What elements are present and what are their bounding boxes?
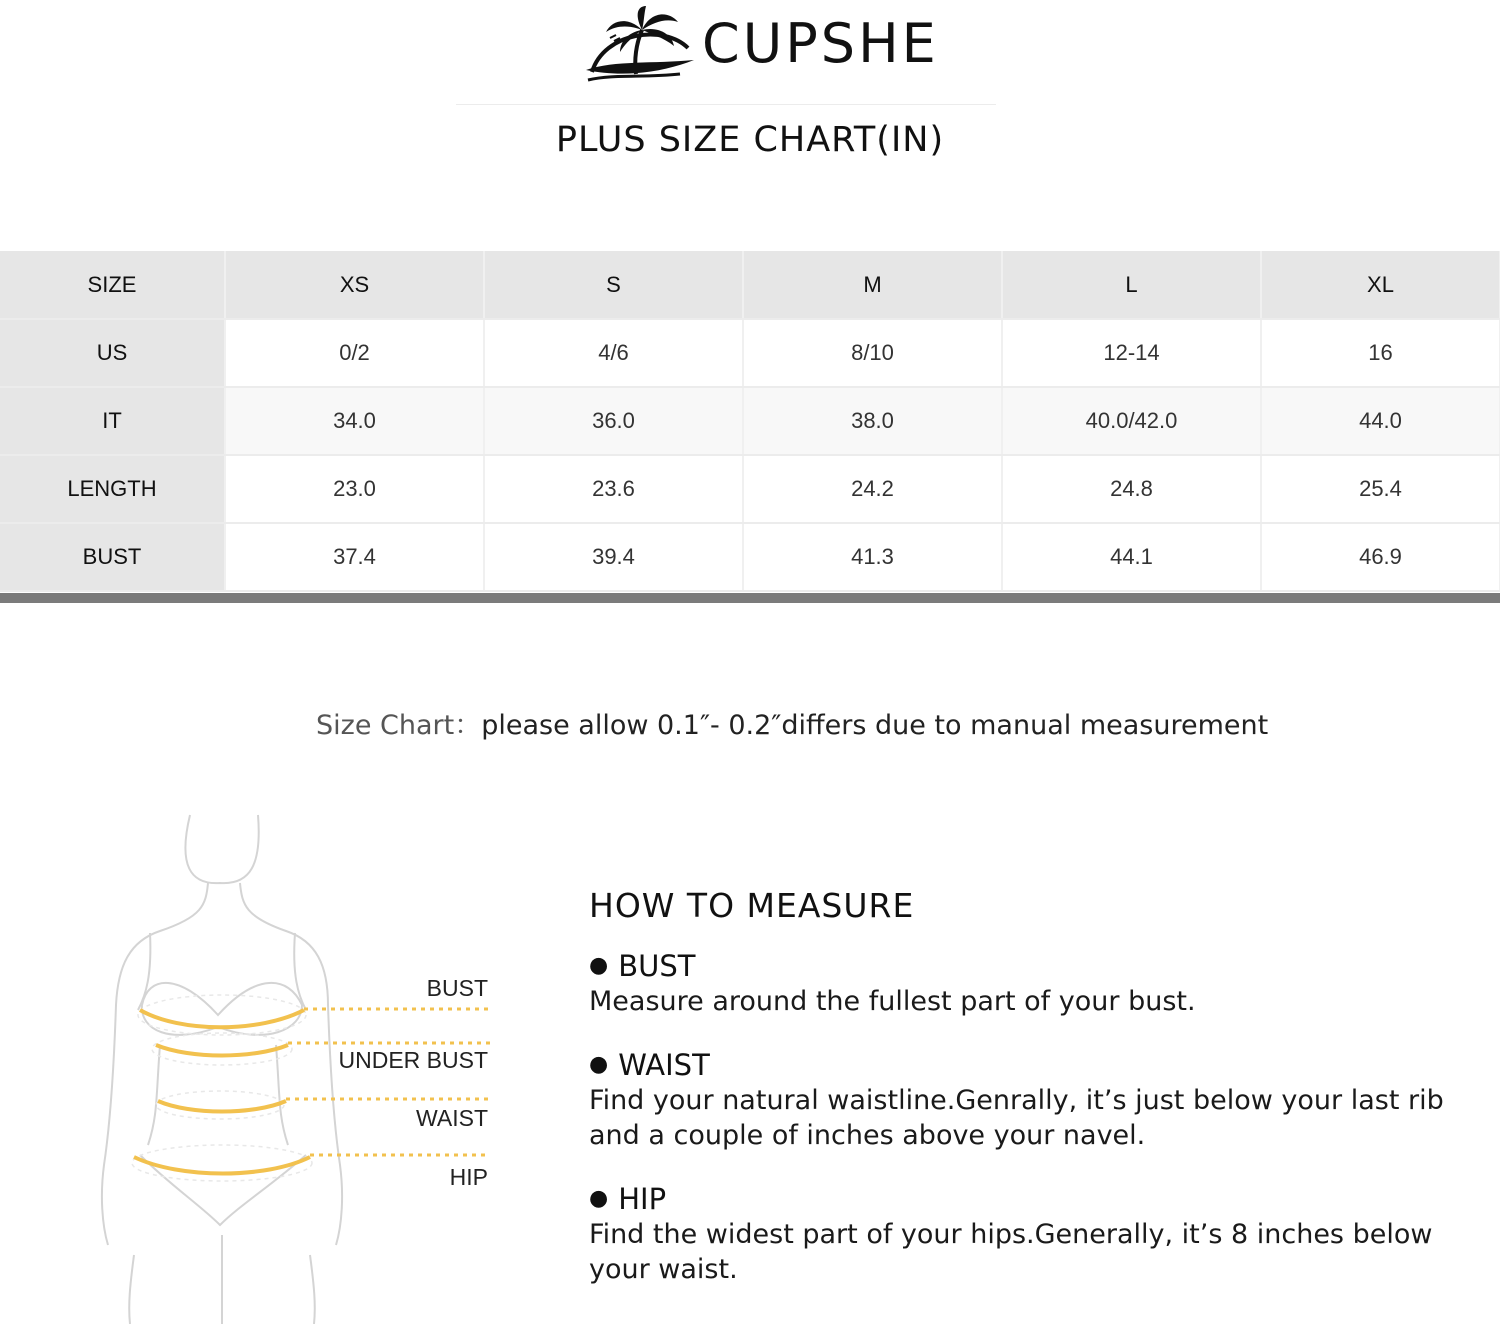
bullet-icon: ●	[589, 953, 609, 978]
measure-section-hip	[589, 1181, 1469, 1287]
measure-section-waist	[589, 1047, 1469, 1153]
measure-section-bust	[589, 948, 1469, 1019]
table-cell: 16	[1261, 319, 1500, 387]
table-header-cell: SIZE	[0, 251, 225, 319]
table-cell: 39.4	[484, 523, 743, 591]
table-cell: 4/6	[484, 319, 743, 387]
table-row	[0, 455, 1500, 523]
table-cell: 36.0	[484, 387, 743, 455]
table-cell: 24.8	[1002, 455, 1261, 523]
note-text: please allow 0.1″- 0.2″differs due to manual measurement	[481, 710, 1269, 741]
table-cell: 0/2	[225, 319, 484, 387]
table-header-cell: M	[743, 251, 1002, 319]
bullet-icon: ●	[589, 1052, 609, 1077]
table-cell: 24.2	[743, 455, 1002, 523]
table-header-cell: XS	[225, 251, 484, 319]
palm-tree-logo-icon	[584, 2, 696, 86]
table-cell: 23.0	[225, 455, 484, 523]
table-cell: 34.0	[225, 387, 484, 455]
table-cell: 23.6	[484, 455, 743, 523]
note-prefix: Size Chart：	[316, 710, 482, 741]
table-bottom-bar	[0, 593, 1500, 603]
table-cell: 8/10	[743, 319, 1002, 387]
figure-label-under-bust: UNDER BUST	[338, 1047, 488, 1073]
table-header-cell: XL	[1261, 251, 1500, 319]
leader-lines	[286, 1009, 490, 1155]
table-header-row	[0, 251, 1500, 319]
measurement-note	[316, 706, 1268, 746]
table-row	[0, 523, 1500, 591]
table-header-cell: L	[1002, 251, 1261, 319]
table-row-label: LENGTH	[0, 455, 225, 523]
table-cell: 25.4	[1261, 455, 1500, 523]
how-to-measure	[589, 884, 1469, 1315]
section-body: Measure around the fullest part of your bust.	[589, 986, 1196, 1017]
table-cell: 12-14	[1002, 319, 1261, 387]
table-cell: 38.0	[743, 387, 1002, 455]
table-cell: 44.1	[1002, 523, 1261, 591]
table-row-label: BUST	[0, 523, 225, 591]
section-title: HIP	[618, 1182, 667, 1216]
figure-label-waist: WAIST	[416, 1105, 488, 1131]
table-row-label: IT	[0, 387, 225, 455]
table-cell: 37.4	[225, 523, 484, 591]
figure-label-bust: BUST	[426, 975, 488, 1001]
section-title: WAIST	[618, 1048, 710, 1082]
page-title: PLUS SIZE CHART(IN)	[555, 120, 945, 160]
table-row	[0, 387, 1500, 455]
table-cell: 40.0/42.0	[1002, 387, 1261, 455]
brand-logo	[584, 2, 939, 86]
section-title: BUST	[618, 949, 696, 983]
body-figure	[90, 805, 510, 1324]
table-cell: 44.0	[1261, 387, 1500, 455]
size-chart-table	[0, 251, 1500, 592]
table-cell: 46.9	[1261, 523, 1500, 591]
bullet-icon: ●	[589, 1186, 609, 1211]
header-divider	[456, 104, 996, 105]
brand-name: CUPSHE	[702, 12, 939, 75]
how-to-measure-title: HOW TO MEASURE	[589, 886, 915, 925]
section-body: Find your natural waistline.Genrally, it’s just below your last rib and a couple of inches above your navel.	[589, 1085, 1444, 1151]
table-row-label: US	[0, 319, 225, 387]
section-body: Find the widest part of your hips.Generally, it’s 8 inches below your waist.	[589, 1219, 1433, 1285]
figure-label-hip: HIP	[449, 1164, 488, 1190]
table-cell: 41.3	[743, 523, 1002, 591]
table-row	[0, 319, 1500, 387]
table-header-cell: S	[484, 251, 743, 319]
